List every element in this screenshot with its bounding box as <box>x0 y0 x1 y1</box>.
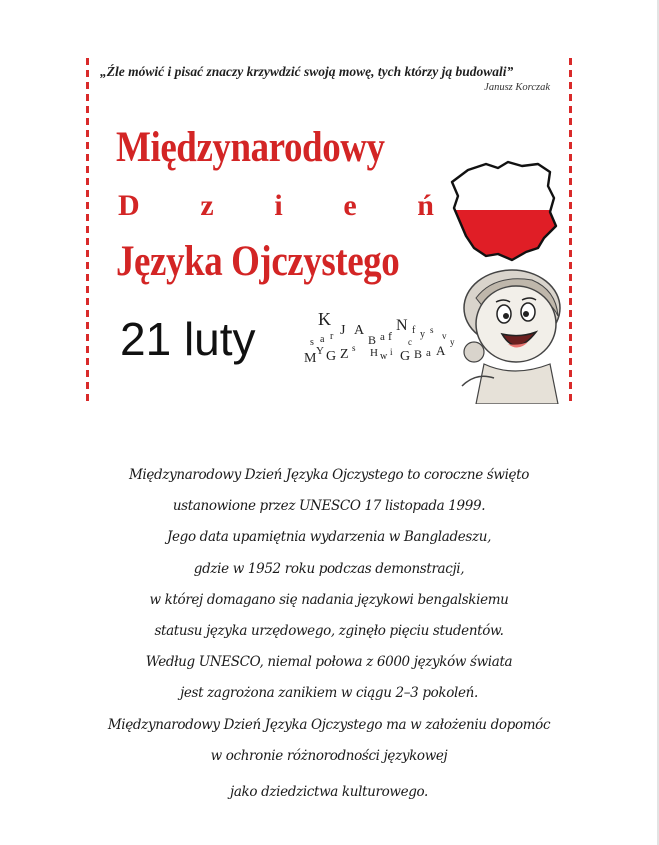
scattered-letter: v <box>442 331 447 341</box>
poland-map-flag-icon <box>446 156 558 266</box>
poster-title-line2 <box>118 191 434 221</box>
scattered-letter: G <box>326 349 337 364</box>
title-letter: e <box>343 189 357 222</box>
scattered-letter: a <box>380 331 385 343</box>
body-line: w ochronie różnorodności językowej <box>210 747 448 764</box>
scattered-letter: y <box>420 329 425 340</box>
cartoon-girl-icon <box>454 268 570 404</box>
title-letter: D <box>118 189 140 222</box>
title-letter: i <box>274 189 283 222</box>
body-line: gdzie w 1952 roku podczas demonstracji, <box>193 560 465 577</box>
body-line: jest zagrożona zanikiem w ciągu 2–3 pokoleń. <box>180 685 478 702</box>
poster-quote: „Źle mówić i pisać znaczy krzywdzić swoją mowę, tych którzy ją budowali” <box>100 64 514 79</box>
scattered-letter: B <box>414 347 423 361</box>
scattered-letter: A <box>436 343 446 358</box>
scattered-letter: s <box>430 325 434 335</box>
scattered-letter: B <box>368 333 377 347</box>
scattered-letter: a <box>426 347 431 359</box>
scattered-letter: s <box>310 337 314 348</box>
body-text <box>86 460 572 808</box>
scattered-letter: f <box>388 329 392 343</box>
dashed-border-left <box>86 58 89 406</box>
quote-author: Janusz Korczak <box>484 82 550 93</box>
scattered-letter: A <box>354 323 365 338</box>
body-line: w której domagano się nadania językowi bengalskiemu <box>149 591 509 608</box>
scattered-letter: Z <box>340 347 349 362</box>
body-line: jako dziedzictwa kulturowego. <box>230 783 428 800</box>
scattered-letter: K <box>318 309 331 329</box>
scattered-letter: i <box>390 347 393 357</box>
scattered-letter: r <box>330 331 334 342</box>
poster-title-line1: Międzynarodowy <box>116 124 385 171</box>
body-line: statusu języka urzędowego, zginęło pięciu studentów. <box>154 622 504 639</box>
scattered-letter: y <box>450 337 455 347</box>
scattered-letter: M <box>304 351 317 366</box>
scattered-letter: w <box>380 351 388 362</box>
poster-image <box>86 58 572 406</box>
scattered-letter: Y <box>316 345 324 357</box>
body-line: Międzynarodowy Dzień Języka Ojczystego ma w założeniu dopomóc <box>107 716 551 733</box>
poster-title-line3: Języka Ojczystego <box>116 238 400 285</box>
scattered-letter: a <box>320 334 325 345</box>
title-letter: ń <box>417 189 434 222</box>
scattered-letter: f <box>412 325 416 336</box>
body-line: ustanowione przez UNESCO 17 listopada 1999. <box>172 498 486 515</box>
body-line: Jego data upamiętnia wydarzenia w Bangladeszu, <box>166 529 492 546</box>
scattered-letters <box>304 308 474 378</box>
body-line: Międzynarodowy Dzień Języka Ojczystego to coroczne święto <box>128 467 530 483</box>
poster-date: 21 luty <box>120 313 256 365</box>
body-line: Według UNESCO, niemal połowa z 6000 języków świata <box>145 654 513 671</box>
scattered-letter: s <box>352 343 356 353</box>
scattered-letter: H <box>370 347 378 359</box>
title-letter: z <box>200 189 214 222</box>
scattered-letter: J <box>340 323 346 338</box>
scattered-letter: c <box>408 337 412 347</box>
scattered-letter: G <box>400 349 411 364</box>
scattered-letter: N <box>396 317 408 334</box>
